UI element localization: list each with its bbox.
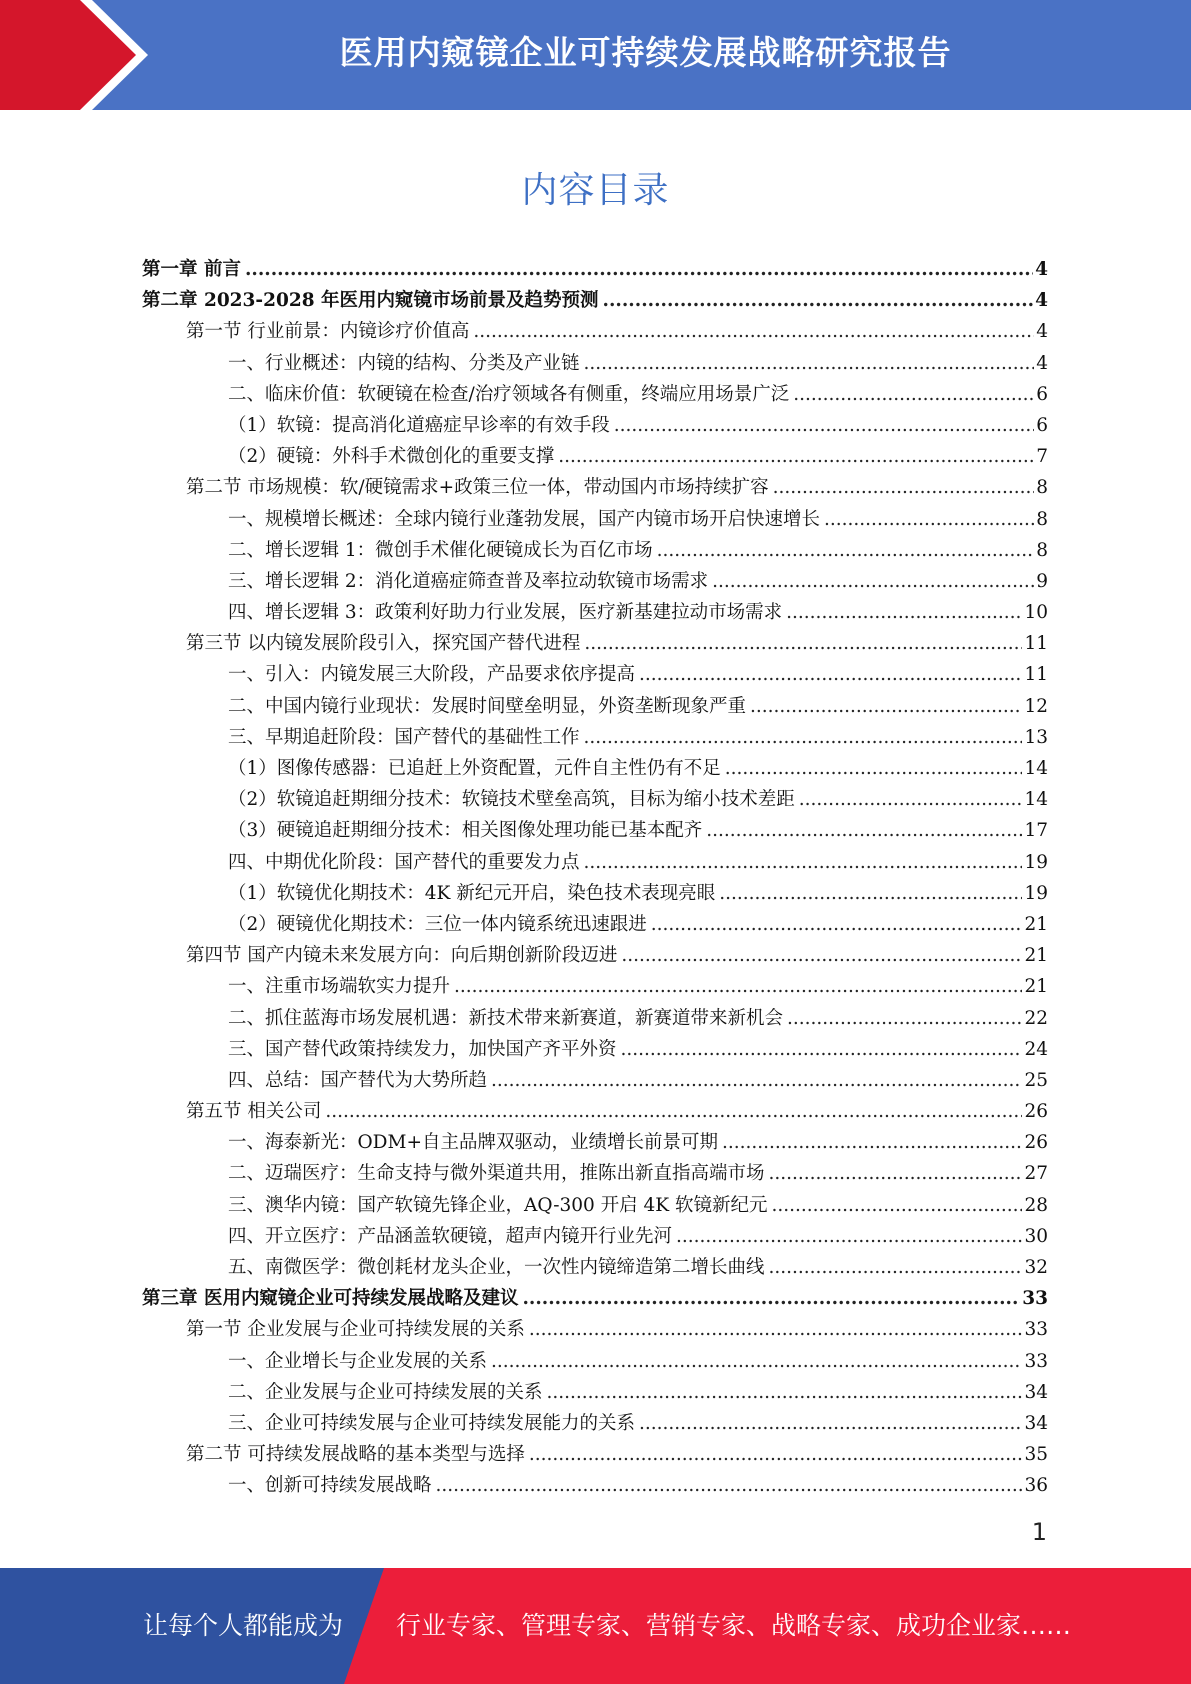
toc-entry[interactable]	[142, 1221, 1048, 1252]
toc-entry-title: 二、迈瑞医疗：生命支持与微外渠道共用，推陈出新直指高端市场	[228, 1163, 765, 1185]
toc-entry[interactable]	[142, 1470, 1048, 1501]
toc-entry[interactable]	[142, 659, 1048, 690]
toc-entry-title: 二、企业发展与企业可持续发展的关系	[228, 1381, 543, 1403]
toc-heading: 内容目录	[521, 170, 670, 211]
toc-dot-leader	[639, 1408, 1022, 1439]
toc-entry[interactable]	[142, 379, 1048, 410]
footer-slogan-roles: 行业专家、管理专家、营销专家、战略专家、成功企业家……	[396, 1611, 1072, 1640]
page-number: 1	[1031, 1518, 1047, 1546]
toc-entry[interactable]	[142, 348, 1048, 379]
toc-entry[interactable]	[142, 1314, 1048, 1345]
toc-dot-leader	[584, 847, 1023, 878]
toc-dot-leader	[436, 1470, 1023, 1501]
toc-entry-page: 19	[1024, 851, 1048, 873]
toc-entry-title: 第一节 企业发展与企业可持续发展的关系	[186, 1319, 525, 1341]
toc-entry-page: 27	[1024, 1163, 1048, 1185]
toc-entry-title: 五、南微医学：微创耗材龙头企业，一次性内镜缔造第二增长曲线	[228, 1257, 765, 1278]
toc-entry-page: 21	[1024, 945, 1048, 967]
toc-entry[interactable]	[142, 285, 1048, 316]
toc-entry[interactable]	[142, 1377, 1048, 1408]
toc-entry-title: 第一节 行业前景：内镜诊疗价值高	[186, 321, 470, 343]
toc-entry-title: 三、企业可持续发展与企业可持续发展能力的关系	[228, 1412, 636, 1434]
toc-entry-page: 33	[1024, 1350, 1048, 1372]
toc-dot-leader	[657, 535, 1035, 566]
toc-entry[interactable]	[142, 1439, 1048, 1470]
toc-entry[interactable]	[142, 971, 1048, 1002]
toc-dot-leader	[651, 909, 1023, 940]
toc-entry[interactable]	[142, 566, 1048, 597]
toc-entry-title: 四、中期优化阶段：国产替代的重要发力点	[228, 851, 580, 873]
toc-entry-title: （1）软镜优化期技术：4K 新纪元开启，染色技术表现亮眼	[228, 882, 716, 904]
toc-entry[interactable]	[142, 940, 1048, 971]
toc-entry[interactable]	[142, 1158, 1048, 1189]
toc-entry-page: 8	[1036, 508, 1048, 530]
toc-dot-leader	[529, 1439, 1023, 1470]
toc-dot-leader	[603, 285, 1034, 316]
toc-entry-page: 4	[1036, 321, 1048, 343]
toc-dot-leader	[584, 348, 1035, 379]
toc-entry[interactable]	[142, 254, 1048, 285]
toc-entry-title: 第一章 前言	[142, 259, 241, 280]
toc-dot-leader	[584, 628, 1022, 659]
toc-entry-page: 4	[1036, 352, 1048, 374]
toc-entry-title: 第二节 市场规模：软/硬镜需求+政策三位一体，带动国内市场持续扩容	[186, 477, 769, 499]
toc-entry-title: （2）软镜追赶期细分技术：软镜技术壁垒高筑，目标为缩小技术差距	[228, 789, 795, 811]
report-title: 医用内窥镜企业可持续发展战略研究报告	[339, 33, 952, 72]
toc-dot-leader	[621, 1034, 1023, 1065]
toc-dot-leader	[719, 878, 1022, 909]
toc-entry-title: （1）图像传感器：已追赶上外资配置，元件自主性仍有不足	[228, 758, 721, 779]
toc-entry-page: 32	[1024, 1257, 1048, 1278]
toc-dot-leader	[786, 597, 1022, 628]
toc-dot-leader	[722, 1127, 1023, 1158]
toc-dot-leader	[454, 971, 1022, 1002]
toc-entry-title: 三、国产替代政策持续发力，加快国产齐平外资	[228, 1038, 617, 1060]
toc-dot-leader	[614, 410, 1034, 441]
toc-entry-page: 24	[1024, 1038, 1048, 1060]
toc-entry-page: 10	[1024, 602, 1048, 624]
toc-dot-leader	[769, 1158, 1023, 1189]
toc-entry[interactable]	[142, 1252, 1048, 1283]
toc-entry[interactable]	[142, 909, 1048, 940]
toc-dot-leader	[558, 441, 1034, 472]
toc-entry-page: 34	[1024, 1412, 1048, 1434]
toc-entry-title: 三、增长逻辑 2：消化道癌症筛查普及率拉动软镜市场需求	[228, 570, 709, 592]
toc-dot-leader	[325, 1096, 1022, 1127]
toc-entry-title: 四、总结：国产替代为大势所趋	[228, 1069, 488, 1091]
toc-entry-page: 19	[1024, 882, 1048, 904]
toc-entry[interactable]	[142, 1408, 1048, 1439]
toc-entry-page: 30	[1024, 1225, 1048, 1247]
toc-entry[interactable]	[142, 597, 1048, 628]
footer-slogan-lead: 让每个人都能成为	[143, 1611, 344, 1640]
toc-entry-title: 三、早期追赶阶段：国产替代的基础性工作	[228, 726, 580, 748]
toc-entry[interactable]	[142, 784, 1048, 815]
toc-entry-title: 一、规模增长概述：全球内镜行业蓬勃发展，国产内镜市场开启快速增长	[228, 508, 821, 530]
toc-entry-page: 7	[1036, 446, 1048, 468]
toc-entry-page: 4	[1035, 290, 1048, 312]
toc-entry-page: 26	[1024, 1101, 1048, 1123]
toc-dot-leader	[787, 1003, 1022, 1034]
toc-dot-leader	[676, 1221, 1022, 1252]
toc-entry-page: 14	[1024, 758, 1048, 779]
table-of-contents	[142, 254, 1048, 1502]
toc-entry-title: 一、企业增长与企业发展的关系	[228, 1350, 488, 1372]
toc-entry-page: 33	[1022, 1288, 1048, 1310]
toc-entry[interactable]	[142, 472, 1048, 503]
toc-dot-leader	[639, 659, 1022, 690]
toc-entry[interactable]	[142, 1127, 1048, 1158]
toc-dot-leader	[799, 784, 1023, 815]
toc-entry-title: 第三节 以内镜发展阶段引入，探究国产替代进程	[186, 633, 581, 655]
toc-entry[interactable]	[142, 878, 1048, 909]
toc-entry-title: （1）软镜：提高消化道癌症早诊率的有效手段	[228, 414, 610, 436]
toc-entry-title: 四、增长逻辑 3：政策利好助力行业发展，医疗新基建拉动市场需求	[228, 602, 783, 624]
toc-dot-leader	[522, 1283, 1020, 1314]
toc-entry[interactable]	[142, 847, 1048, 878]
toc-dot-leader	[769, 1252, 1023, 1283]
toc-dot-leader	[793, 379, 1034, 410]
toc-entry[interactable]	[142, 1346, 1048, 1377]
toc-entry-title: 第五节 相关公司	[186, 1101, 322, 1123]
toc-dot-leader	[245, 254, 1033, 285]
toc-entry[interactable]	[142, 1003, 1048, 1034]
footer-band	[0, 1568, 1191, 1684]
toc-entry[interactable]	[142, 1065, 1048, 1096]
toc-entry-page: 34	[1024, 1381, 1048, 1403]
toc-entry-page: 36	[1024, 1475, 1048, 1497]
toc-entry-title: 二、增长逻辑 1：微创手术催化硬镜成长为百亿市场	[228, 539, 653, 561]
toc-entry[interactable]	[142, 410, 1048, 441]
toc-entry-title: （3）硬镜追赶期细分技术：相关图像处理功能已基本配齐	[228, 820, 703, 842]
toc-entry-page: 4	[1035, 259, 1048, 280]
toc-entry-page: 8	[1036, 539, 1048, 561]
toc-dot-leader	[491, 1346, 1022, 1377]
toc-entry-page: 33	[1024, 1319, 1048, 1341]
toc-entry[interactable]	[142, 753, 1048, 784]
toc-dot-leader	[547, 1377, 1023, 1408]
toc-entry[interactable]	[142, 535, 1048, 566]
toc-entry-page: 35	[1024, 1444, 1048, 1466]
toc-entry-page: 13	[1024, 726, 1048, 748]
toc-entry[interactable]	[142, 441, 1048, 472]
toc-entry-page: 22	[1024, 1007, 1048, 1029]
toc-dot-leader	[621, 940, 1022, 971]
toc-entry-page: 6	[1036, 383, 1048, 405]
toc-entry-title: 第三章 医用内窥镜企业可持续发展战略及建议	[142, 1288, 519, 1310]
toc-entry-title: 一、引入：内镜发展三大阶段，产品要求依序提高	[228, 664, 636, 686]
toc-entry-title: 一、创新可持续发展战略	[228, 1475, 432, 1497]
toc-dot-leader	[584, 722, 1023, 753]
header-band	[0, 0, 1191, 110]
toc-entry-title: 一、注重市场端软实力提升	[228, 976, 451, 998]
toc-entry-page: 25	[1024, 1069, 1048, 1091]
toc-dot-leader	[706, 815, 1022, 846]
toc-entry-title: 第二节 可持续发展战略的基本类型与选择	[186, 1444, 525, 1466]
toc-entry-page: 21	[1024, 913, 1048, 935]
toc-entry[interactable]	[142, 1096, 1048, 1127]
toc-entry-page: 14	[1024, 789, 1048, 811]
toc-entry-page: 21	[1024, 976, 1048, 998]
toc-dot-leader	[725, 753, 1023, 784]
toc-entry[interactable]	[142, 316, 1048, 347]
toc-entry-page: 12	[1024, 695, 1048, 717]
toc-dot-leader	[712, 566, 1034, 597]
toc-entry[interactable]	[142, 504, 1048, 535]
toc-entry-page: 9	[1036, 570, 1048, 592]
toc-entry-page: 8	[1036, 477, 1048, 499]
toc-dot-leader	[824, 504, 1034, 535]
toc-entry[interactable]	[142, 1034, 1048, 1065]
toc-entry-title: （2）硬镜优化期技术：三位一体内镜系统迅速跟进	[228, 913, 647, 935]
toc-entry-title: 第四节 国产内镜未来发展方向：向后期创新阶段迈进	[186, 945, 618, 967]
toc-dot-leader	[750, 691, 1022, 722]
toc-entry-page: 28	[1024, 1194, 1048, 1216]
toc-entry[interactable]	[142, 1283, 1048, 1314]
toc-entry-title: 一、海泰新光：ODM+自主品牌双驱动，业绩增长前景可期	[228, 1132, 718, 1154]
toc-entry-title: 二、抓住蓝海市场发展机遇：新技术带来新赛道，新赛道带来新机会	[228, 1007, 784, 1029]
toc-entry[interactable]	[142, 722, 1048, 753]
toc-dot-leader	[773, 472, 1035, 503]
toc-dot-leader	[491, 1065, 1022, 1096]
toc-entry[interactable]	[142, 628, 1048, 659]
toc-entry-page: 11	[1024, 633, 1048, 655]
toc-entry-title: 二、临床价值：软硬镜在检查/治疗领域各有侧重，终端应用场景广泛	[228, 383, 790, 405]
toc-entry-page: 17	[1024, 820, 1048, 842]
toc-entry-title: 第二章 2023-2028 年医用内窥镜市场前景及趋势预测	[142, 290, 599, 312]
toc-entry-title: 二、中国内镜行业现状：发展时间壁垒明显，外资垄断现象严重	[228, 695, 747, 717]
toc-dot-leader	[772, 1190, 1023, 1221]
toc-entry[interactable]	[142, 1190, 1048, 1221]
toc-entry-title: 一、行业概述：内镜的结构、分类及产业链	[228, 352, 580, 374]
toc-entry-title: 四、开立医疗：产品涵盖软硬镜，超声内镜开行业先河	[228, 1225, 673, 1247]
toc-dot-leader	[529, 1314, 1023, 1345]
toc-entry-title: 三、澳华内镜：国产软镜先锋企业，AQ-300 开启 4K 软镜新纪元	[228, 1194, 768, 1216]
toc-entry-page: 11	[1024, 664, 1048, 686]
toc-dot-leader	[473, 316, 1034, 347]
toc-entry-page: 26	[1024, 1132, 1048, 1154]
toc-entry[interactable]	[142, 691, 1048, 722]
toc-entry-page: 6	[1036, 414, 1048, 436]
toc-entry-title: （2）硬镜：外科手术微创化的重要支撑	[228, 446, 555, 468]
toc-entry[interactable]	[142, 815, 1048, 846]
header-arrow-decoration	[0, 0, 150, 110]
